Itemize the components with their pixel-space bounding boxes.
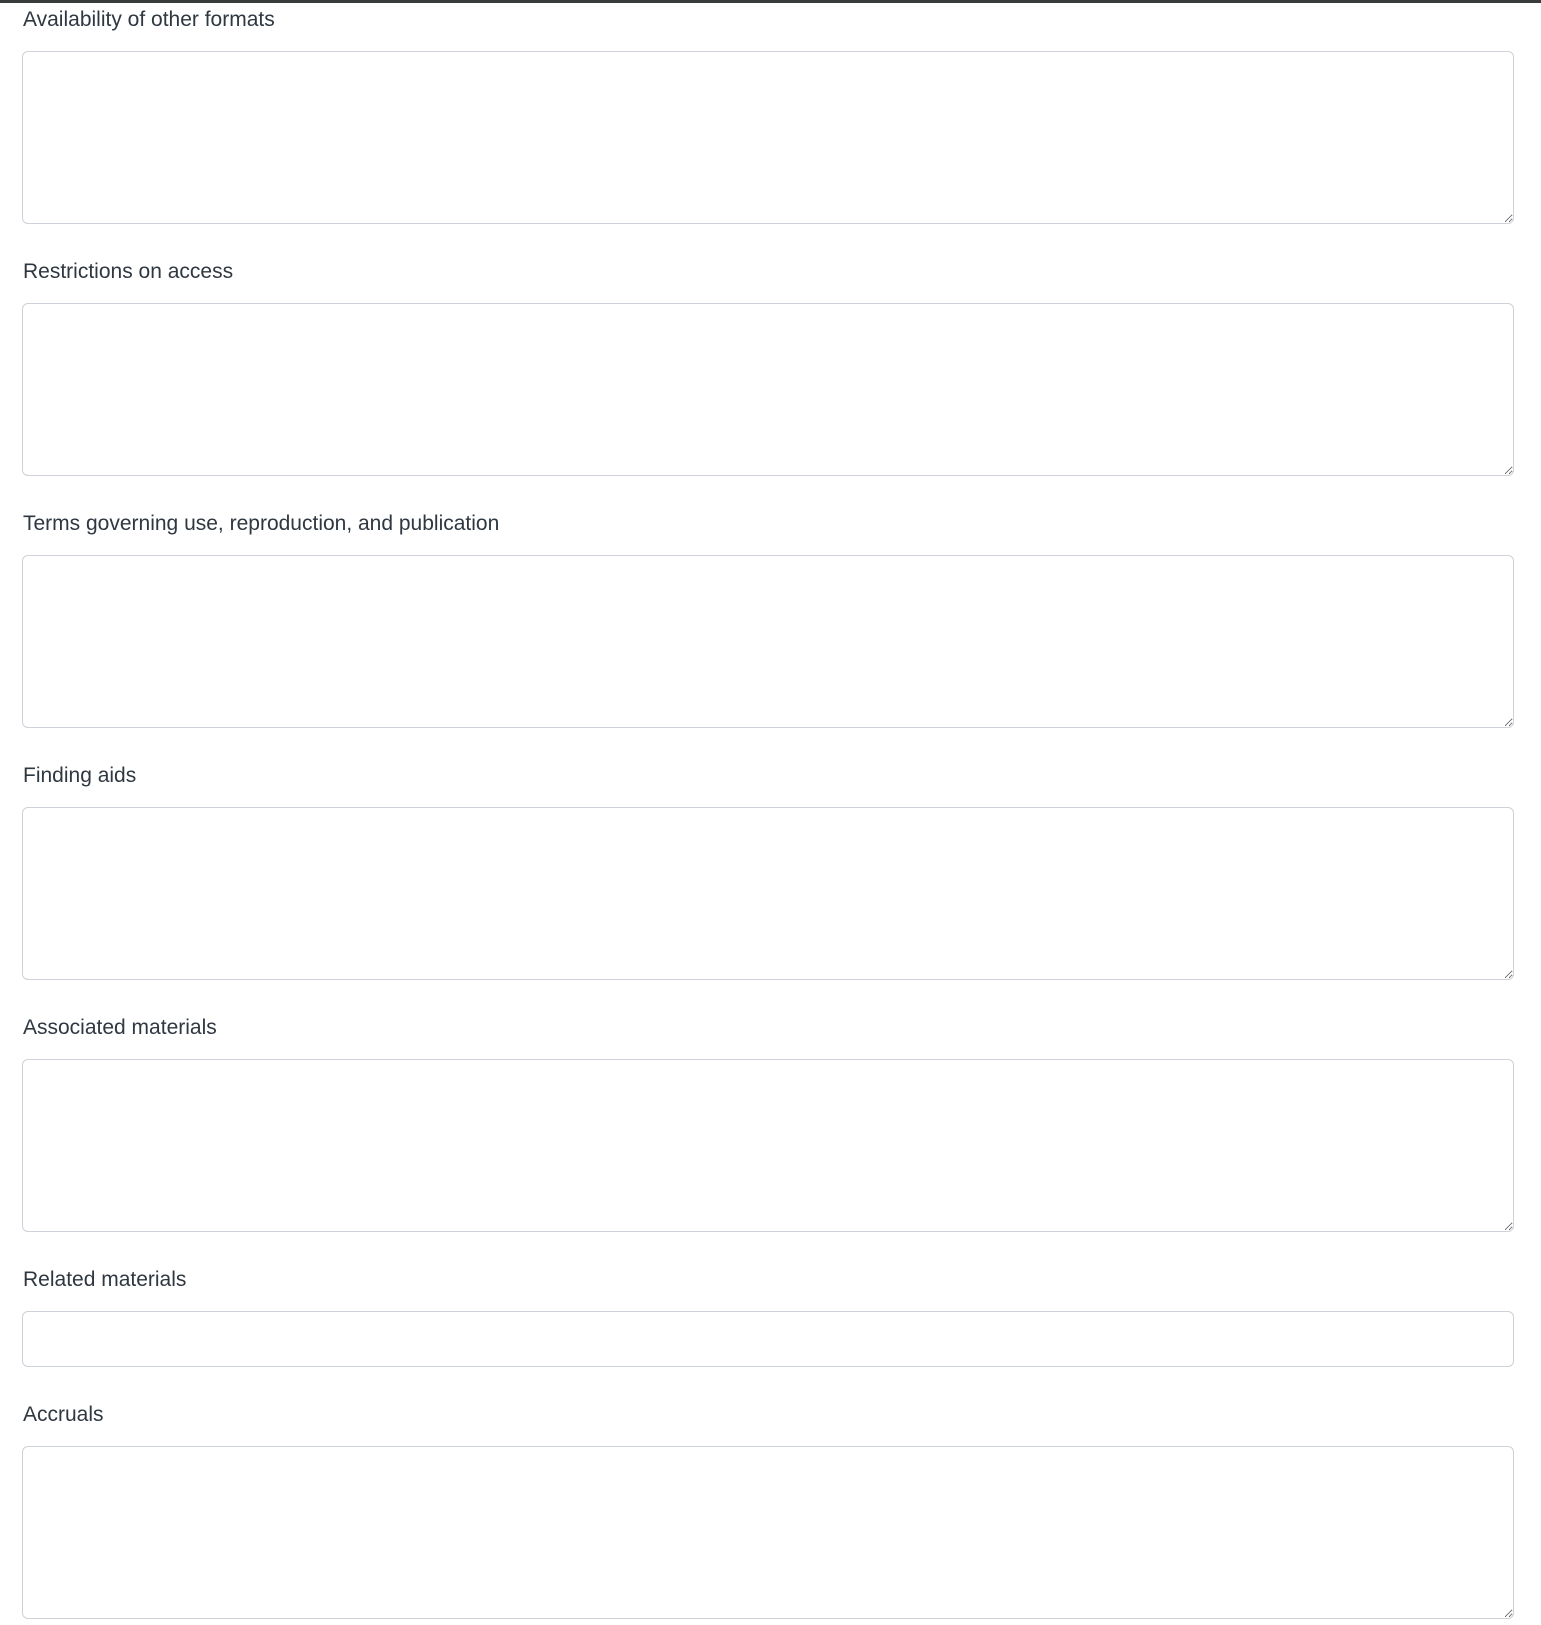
restrictions-on-access-textarea[interactable]: [22, 303, 1514, 476]
finding-aids-label: Finding aids: [23, 764, 137, 787]
related-materials-label: Related materials: [23, 1268, 187, 1291]
field-group-accruals: [22, 1402, 1514, 1619]
associated-materials-label: Associated materials: [23, 1016, 217, 1039]
accruals-textarea[interactable]: [22, 1446, 1514, 1619]
related-materials-input[interactable]: [22, 1311, 1514, 1367]
associated-materials-textarea[interactable]: [22, 1059, 1514, 1232]
accruals-label: Accruals: [23, 1403, 104, 1426]
terms-governing-use-label: Terms governing use, reproduction, and publication: [23, 512, 500, 535]
field-group-terms-governing-use: [22, 511, 1514, 728]
field-group-finding-aids: [22, 763, 1514, 980]
field-group-restrictions-on-access: [22, 259, 1514, 476]
field-group-availability-of-other-formats: [22, 7, 1514, 224]
availability-of-other-formats-label: Availability of other formats: [23, 8, 275, 31]
field-group-related-materials: [22, 1267, 1514, 1367]
restrictions-on-access-label: Restrictions on access: [23, 260, 234, 283]
field-group-associated-materials: [22, 1015, 1514, 1232]
finding-aids-textarea[interactable]: [22, 807, 1514, 980]
availability-of-other-formats-textarea[interactable]: [22, 51, 1514, 224]
terms-governing-use-textarea[interactable]: [22, 555, 1514, 728]
allied-materials-form: [0, 3, 1541, 1619]
